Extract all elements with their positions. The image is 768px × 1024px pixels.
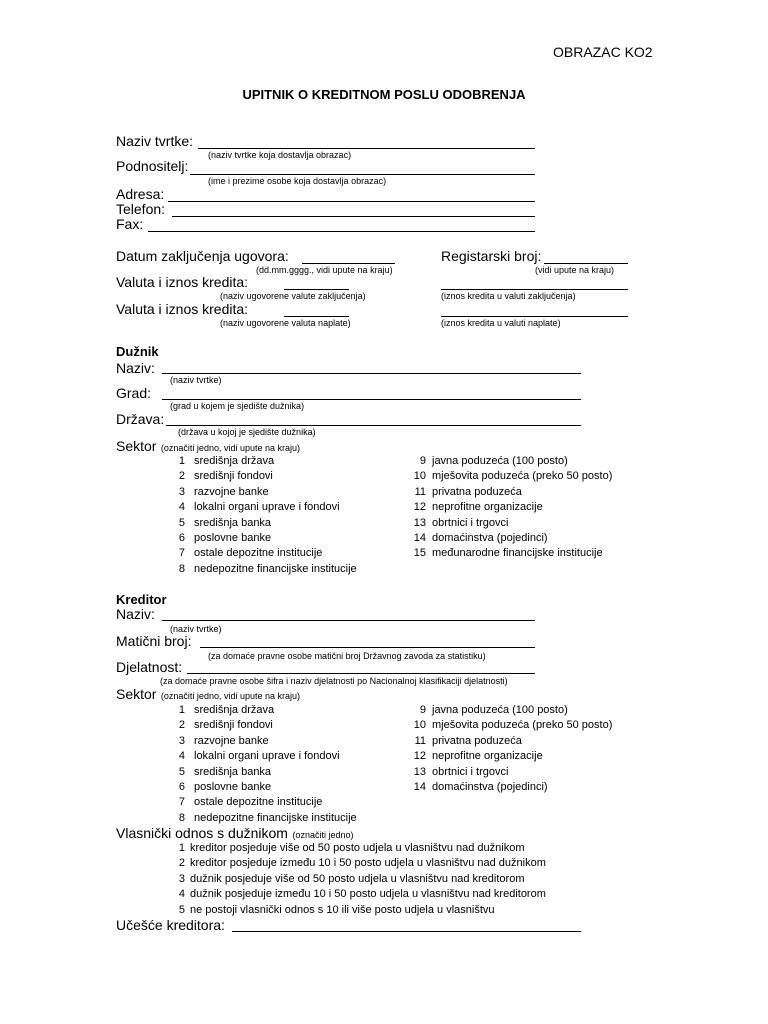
registarski-hint: (vidi upute na kraju) bbox=[535, 265, 615, 275]
option-number[interactable]: 8 bbox=[178, 811, 185, 824]
adresa-label: Adresa: bbox=[116, 186, 165, 202]
duznik-grad-hint: (grad u kojem je sjedište dužnika) bbox=[170, 401, 305, 411]
duznik-naziv-hint: (naziv tvrtke) bbox=[170, 375, 222, 385]
kreditor-sektor-hint: (označiti jedno, vidi upute na kraju) bbox=[160, 691, 300, 701]
option-label: javna poduzeća (100 posto) bbox=[432, 704, 568, 716]
option-label: obrtnici i trgovci bbox=[432, 516, 509, 529]
duznik-sektor-row bbox=[116, 438, 300, 456]
kreditor-naziv-label: Naziv: bbox=[116, 606, 155, 622]
iznos1-hint: (iznos kredita u valuti zaključenja) bbox=[441, 291, 576, 301]
option-label: razvojne banke bbox=[194, 485, 269, 498]
option-label: privatna poduzeća bbox=[432, 485, 522, 498]
option-label: privatna poduzeća bbox=[432, 734, 522, 747]
option-label: kreditor posjeduje između 10 i 50 posto udjela u vlasništvu nad dužnikom bbox=[190, 857, 546, 870]
duznik-grad-label: Grad: bbox=[116, 385, 152, 401]
valuta1-hint: (naziv ugovorene valute zaključenja) bbox=[220, 291, 366, 301]
option-label: središnja država bbox=[194, 704, 275, 716]
podnositelj-hint: (ime i prezime osobe koja dostavlja obrazac) bbox=[208, 176, 387, 186]
option-number[interactable]: 4 bbox=[178, 750, 185, 763]
option-number[interactable]: 13 bbox=[413, 765, 426, 778]
option-number[interactable]: 5 bbox=[178, 516, 185, 529]
form-code: OBRAZAC KO2 bbox=[553, 44, 653, 60]
option-label: središnji fondovi bbox=[194, 719, 273, 732]
datum-label: Datum zaključenja ugovora: bbox=[116, 248, 289, 264]
option-label: lokalni organi uprave i fondovi bbox=[194, 750, 340, 763]
option-label: domaćinstva (pojedinci) bbox=[432, 781, 548, 793]
option-label: lokalni organi uprave i fondovi bbox=[194, 501, 340, 514]
kreditor-naziv-field[interactable] bbox=[162, 620, 535, 621]
maticni-label: Matični broj: bbox=[116, 633, 192, 649]
ucesce-field[interactable] bbox=[232, 931, 581, 932]
datum-hint: (dd.mm.gggg., vidi upute na kraju) bbox=[256, 265, 393, 275]
option-number[interactable]: 15 bbox=[413, 547, 426, 560]
option-number[interactable]: 14 bbox=[413, 532, 426, 544]
option-label: neprofitne organizacije bbox=[432, 750, 543, 763]
podnositelj-label: Podnositelj: bbox=[116, 158, 189, 174]
telefon-field[interactable] bbox=[172, 216, 535, 217]
registarski-label: Registarski broj: bbox=[441, 248, 542, 264]
duznik-heading: Dužnik bbox=[116, 344, 159, 359]
option-label: središnja banka bbox=[194, 516, 272, 529]
iznos1-field[interactable] bbox=[441, 289, 628, 290]
option-number[interactable]: 1 bbox=[178, 842, 185, 854]
option-label: poslovne banke bbox=[194, 532, 272, 544]
naziv-tvrtke-field[interactable] bbox=[198, 148, 535, 149]
option-label: ostale depozitne institucije bbox=[194, 796, 323, 809]
option-number[interactable]: 1 bbox=[178, 704, 185, 716]
iznos2-hint: (iznos kredita u valuti naplate) bbox=[441, 318, 561, 328]
adresa-field[interactable] bbox=[168, 201, 535, 202]
option-number[interactable]: 6 bbox=[178, 532, 185, 544]
option-number[interactable]: 11 bbox=[414, 734, 426, 747]
fax-field[interactable] bbox=[148, 231, 535, 232]
option-label: nedepozitne financijske institucije bbox=[194, 562, 357, 575]
option-number[interactable]: 4 bbox=[178, 888, 185, 901]
option-number[interactable]: 8 bbox=[178, 562, 185, 575]
option-number[interactable]: 9 bbox=[419, 704, 426, 716]
option-label: nedepozitne financijske institucije bbox=[194, 811, 357, 824]
duznik-naziv-label: Naziv: bbox=[116, 360, 155, 376]
option-label: mješovita poduzeća (preko 50 posto) bbox=[432, 719, 613, 732]
option-label: središnja država bbox=[194, 455, 275, 467]
option-number[interactable]: 3 bbox=[178, 734, 185, 747]
option-label: domaćinstva (pojedinci) bbox=[432, 532, 548, 544]
page-title: UPITNIK O KREDITNOM POSLU ODOBRENJA bbox=[242, 87, 526, 102]
maticni-field[interactable] bbox=[200, 647, 535, 648]
option-number[interactable]: 5 bbox=[178, 903, 185, 916]
option-number[interactable]: 12 bbox=[413, 501, 426, 514]
option-label: dužnik posjeduje između 10 i 50 posto udjela u vlasništvu nad kreditorom bbox=[190, 888, 546, 901]
naziv-tvrtke-label: Naziv tvrtke: bbox=[116, 133, 194, 149]
podnositelj-field[interactable] bbox=[190, 174, 535, 175]
option-label: ne postoji vlasnički odnos s 10 ili više posto udjela u vlasništvu bbox=[190, 903, 495, 916]
option-number[interactable]: 5 bbox=[178, 765, 185, 778]
option-number[interactable]: 6 bbox=[178, 781, 185, 793]
duznik-sektor-label: Sektor bbox=[116, 438, 157, 454]
vlasnicki-label: Vlasnički odnos s dužnikom bbox=[116, 825, 288, 841]
option-number[interactable]: 7 bbox=[178, 547, 185, 560]
djelatnost-hint: (za domaće pravne osobe šifra i naziv djelatnosti po Nacionalnoj klasifikaciji djelatnosti) bbox=[160, 676, 508, 686]
option-label: razvojne banke bbox=[194, 734, 269, 747]
option-label: poslovne banke bbox=[194, 781, 272, 793]
kreditor-sektor-label: Sektor bbox=[116, 686, 157, 702]
ucesce-label: Učešće kreditora: bbox=[116, 917, 225, 933]
option-label: dužnik posjeduje više od 50 posto udjela u vlasništvu nad kreditorom bbox=[190, 872, 525, 885]
option-label: javna poduzeća (100 posto) bbox=[432, 455, 568, 467]
djelatnost-field[interactable] bbox=[187, 673, 535, 674]
djelatnost-label: Djelatnost: bbox=[116, 659, 183, 675]
maticni-hint: (za domaće pravne osobe matični broj Državnog zavoda za statistiku) bbox=[208, 651, 486, 661]
option-number[interactable]: 3 bbox=[178, 872, 185, 885]
option-number[interactable]: 1 bbox=[178, 455, 185, 467]
valuta2-hint: (naziv ugovorene valuta naplate) bbox=[220, 318, 351, 328]
option-number[interactable]: 3 bbox=[178, 485, 185, 498]
option-label: središnji fondovi bbox=[194, 470, 273, 483]
option-number[interactable]: 10 bbox=[413, 719, 426, 732]
kreditor-naziv-hint: (naziv tvrtke) bbox=[170, 624, 222, 634]
option-number[interactable]: 4 bbox=[178, 501, 185, 514]
iznos2-field[interactable] bbox=[441, 316, 628, 317]
duznik-sektor-hint: (označiti jedno, vidi upute na kraju) bbox=[160, 443, 300, 453]
option-label: kreditor posjeduje više od 50 posto udjela u vlasništvu nad dužnikom bbox=[190, 842, 525, 854]
naziv-tvrtke-hint: (naziv tvrtke koja dostavlja obrazac) bbox=[208, 150, 352, 160]
option-label: središnja banka bbox=[194, 765, 272, 778]
option-number[interactable]: 2 bbox=[178, 719, 185, 732]
datum-field[interactable] bbox=[302, 263, 395, 264]
duznik-drzava-label: Država: bbox=[116, 411, 165, 427]
valuta2-field[interactable] bbox=[284, 316, 349, 317]
option-label: međunarodne financijske institucije bbox=[432, 547, 603, 560]
option-label: ostale depozitne institucije bbox=[194, 547, 323, 560]
valuta1-label: Valuta i iznos kredita: bbox=[116, 274, 249, 290]
option-number[interactable]: 13 bbox=[413, 516, 426, 529]
kreditor-sektor-row bbox=[116, 686, 300, 704]
vlasnicki-row bbox=[116, 825, 353, 843]
option-number[interactable]: 11 bbox=[414, 485, 426, 498]
duznik-drzava-hint: (država u kojoj je sjedište dužnika) bbox=[178, 427, 316, 437]
registarski-field[interactable] bbox=[544, 263, 628, 264]
option-number[interactable]: 10 bbox=[413, 470, 426, 483]
option-number[interactable]: 2 bbox=[178, 470, 185, 483]
option-number[interactable]: 2 bbox=[178, 857, 185, 870]
valuta2-label: Valuta i iznos kredita: bbox=[116, 301, 249, 317]
telefon-label: Telefon: bbox=[116, 201, 166, 217]
duznik-grad-field[interactable] bbox=[162, 399, 581, 400]
option-label: neprofitne organizacije bbox=[432, 501, 543, 514]
option-label: obrtnici i trgovci bbox=[432, 765, 509, 778]
kreditor-heading: Kreditor bbox=[116, 592, 167, 607]
option-number[interactable]: 7 bbox=[178, 796, 185, 809]
fax-label: Fax: bbox=[116, 216, 144, 232]
option-number[interactable]: 9 bbox=[419, 455, 426, 467]
duznik-naziv-field[interactable] bbox=[162, 373, 581, 374]
duznik-drzava-field[interactable] bbox=[166, 425, 581, 426]
option-number[interactable]: 12 bbox=[413, 750, 426, 763]
vlasnicki-hint: (označiti jedno) bbox=[292, 830, 354, 840]
option-label: mješovita poduzeća (preko 50 posto) bbox=[432, 470, 613, 483]
option-number[interactable]: 14 bbox=[413, 781, 426, 793]
valuta1-field[interactable] bbox=[284, 289, 349, 290]
